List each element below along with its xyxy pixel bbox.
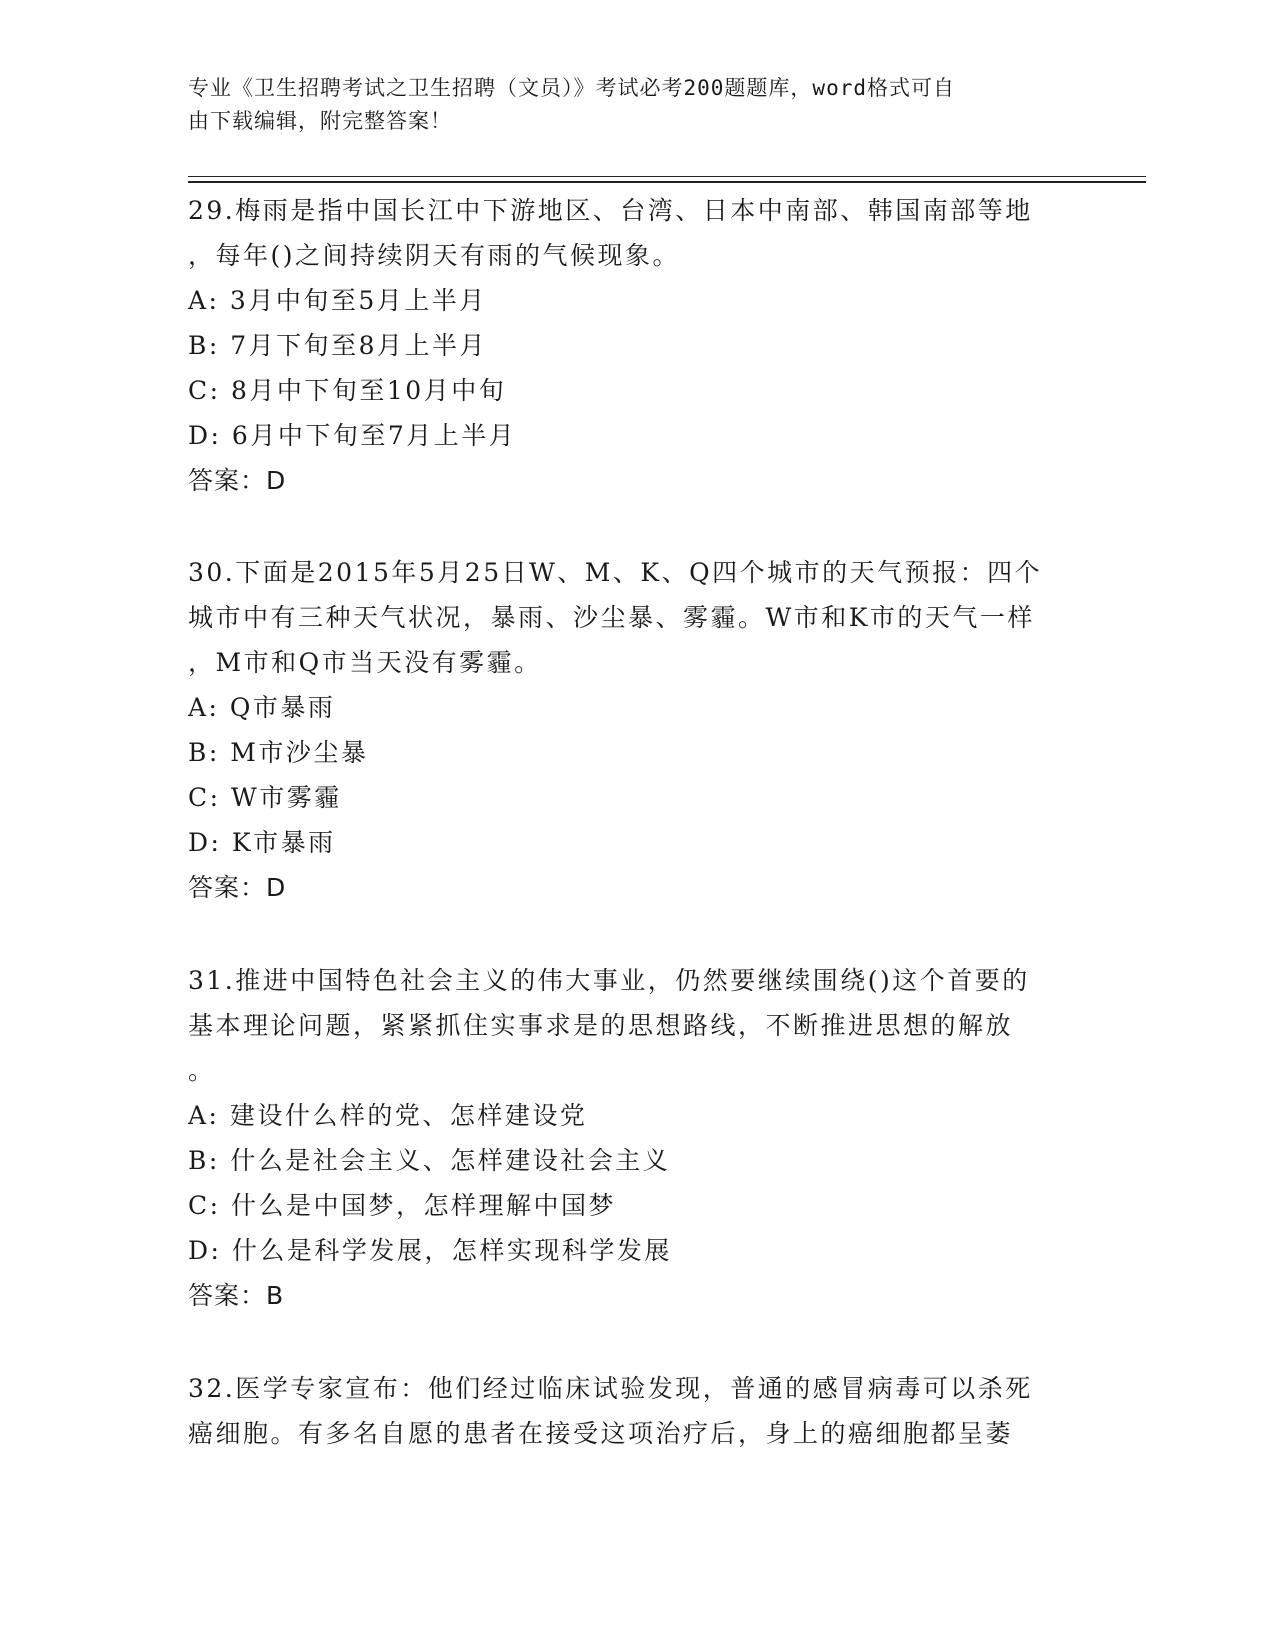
answer-label: 答案：B xyxy=(188,1281,285,1310)
option-d: D: 6月中下旬至7月上半月 xyxy=(188,421,517,450)
question-32 xyxy=(188,1366,1068,1456)
option-c: C: W市雾霾 xyxy=(188,783,342,812)
option-c: C: 8月中下旬至10月中旬 xyxy=(188,376,507,405)
question-stem-line: 29.梅雨是指中国长江中下游地区、台湾、日本中南部、韩国南部等地 xyxy=(188,196,1033,225)
option-c: C: 什么是中国梦，怎样理解中国梦 xyxy=(188,1191,616,1220)
option-d: D: K市暴雨 xyxy=(188,828,336,857)
option-d: D: 什么是科学发展，怎样实现科学发展 xyxy=(188,1236,672,1265)
option-b: B: M市沙尘暴 xyxy=(188,738,369,767)
option-b: B: 什么是社会主义、怎样建设社会主义 xyxy=(188,1146,671,1175)
answer-label: 答案：D xyxy=(188,873,287,902)
header-line-2: 由下载编辑，附完整答案！ xyxy=(188,109,452,133)
document-header xyxy=(188,72,1068,138)
header-line-1: 专业《卫生招聘考试之卫生招聘（文员）》考试必考200题题库，word格式可自 xyxy=(188,76,955,100)
header-divider-thick xyxy=(188,181,1146,183)
option-a: A: Q市暴雨 xyxy=(188,693,336,722)
question-stem-line: 32.医学专家宣布：他们经过临床试验发现，普通的感冒病毒可以杀死 xyxy=(188,1374,1033,1403)
option-a: A: 建设什么样的党、怎样建设党 xyxy=(188,1101,588,1130)
question-30 xyxy=(188,550,1068,910)
question-stem-line: 基本理论问题，紧紧抓住实事求是的思想路线，不断推进思想的解放 xyxy=(188,1011,1014,1040)
question-stem-line: 31.推进中国特色社会主义的伟大事业，仍然要继续围绕()这个首要的 xyxy=(188,966,1030,995)
header-divider-thin xyxy=(188,176,1146,177)
option-a: A: 3月中旬至5月上半月 xyxy=(188,286,487,315)
question-stem-line: ，每年()之间持续阴天有雨的气候现象。 xyxy=(188,241,681,270)
question-stem-line: 癌细胞。有多名自愿的患者在接受这项治疗后，身上的癌细胞都呈萎 xyxy=(188,1419,1014,1448)
question-stem-line: ，M市和Q市当天没有雾霾。 xyxy=(188,648,542,677)
option-b: B: 7月下旬至8月上半月 xyxy=(188,331,488,360)
question-stem-line: 30.下面是2015年5月25日W、M、K、Q四个城市的天气预报：四个 xyxy=(188,558,1043,587)
question-29 xyxy=(188,188,1068,503)
question-stem-line: 。 xyxy=(188,1056,216,1085)
question-stem-line: 城市中有三种天气状况，暴雨、沙尘暴、雾霾。W市和K市的天气一样 xyxy=(188,603,1035,632)
question-31 xyxy=(188,958,1068,1318)
answer-label: 答案：D xyxy=(188,466,287,495)
